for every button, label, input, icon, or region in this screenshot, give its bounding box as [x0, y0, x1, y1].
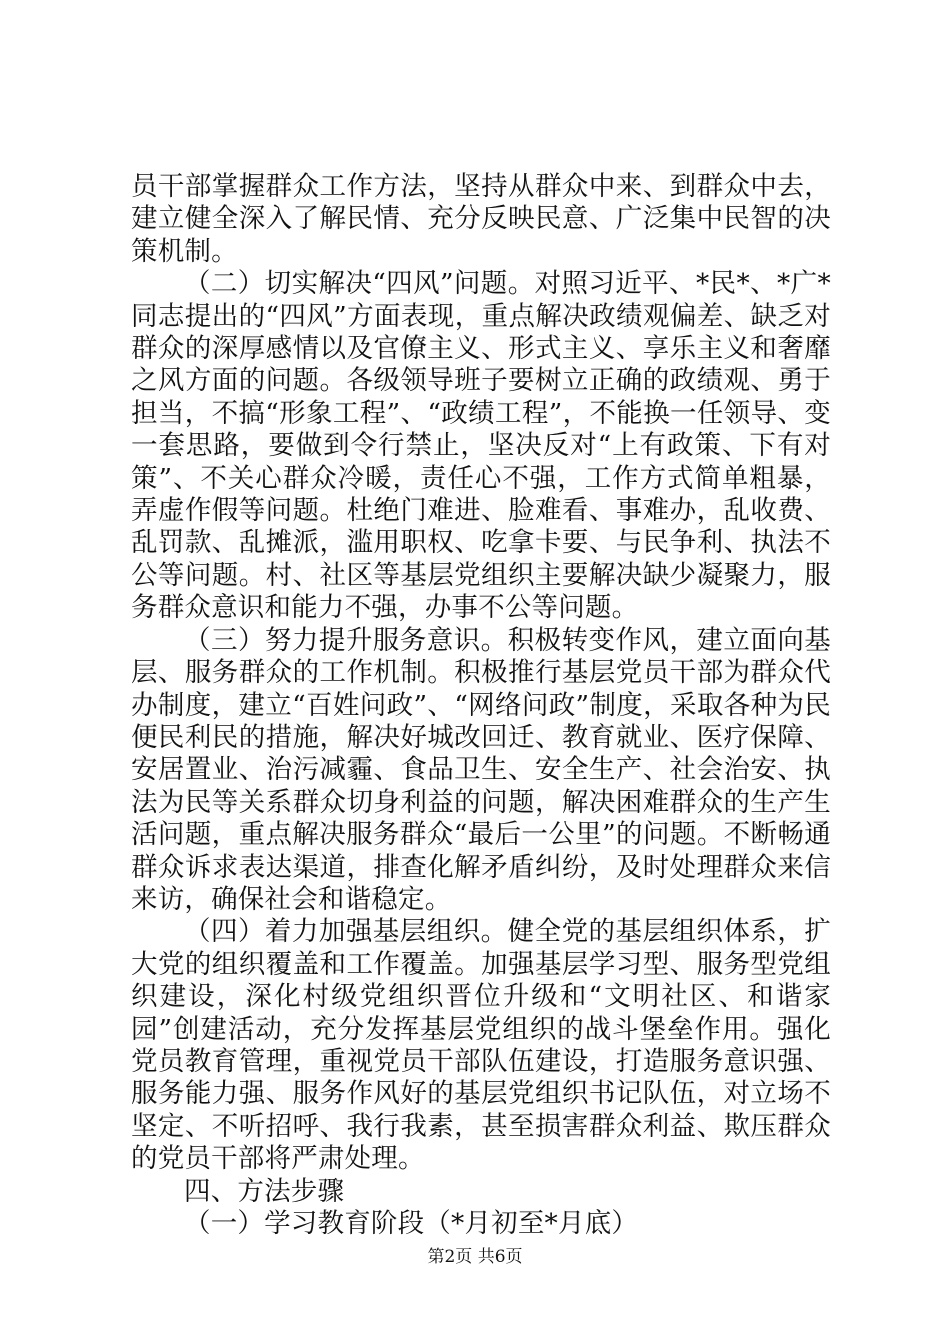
- subheading-study-phase: （一）学习教育阶段（*月初至*月底）: [184, 1208, 639, 1239]
- heading-method-steps: 四、方法步骤: [184, 1175, 345, 1207]
- paragraph-section-4: （四）着力加强基层组织。健全党的基层组织体系，扩大党的组织覆盖和工作覆盖。加强基层学习型、服务型党组织建设，深化村级党组织晋位升级和“文明社区、和谐家园”创建活动，充分发挥基层党组织的战斗堡垒作用。强化党员教育管理，重视党员干部队伍建设，打造服务意识强、服务能力强、服务作风好的基层党组织书记队伍，对立场不坚定、不听招呼、我行我素，甚至损害群众利益、欺压群众的党员干部将严肃处理。: [131, 916, 831, 1175]
- document-body: [131, 171, 831, 1240]
- paragraph-section-2: （二）切实解决“四风”问题。对照习近平、*民*、*广*同志提出的“四风”方面表现，重点解决政绩观偏差、缺乏对群众的深厚感情以及官僚主义、形式主义、享乐主义和奢靡之风方面的问题。各级领导班子要树立正确的政绩观、勇于担当，不搞“形象工程”、“政绩工程”，不能换一任领导、变一套思路，要做到令行禁止，坚决反对“上有政策、下有对策”、不关心群众冷暖，责任心不强，工作方式简单粗暴，弄虚作假等问题。杜绝门难进、脸难看、事难办，乱收费、乱罚款、乱摊派，滥用职权、吃拿卡要、与民争利、执法不公等问题。村、社区等基层党组织主要解决缺少凝聚力，服务群众意识和能力不强，办事不公等问题。: [131, 268, 831, 624]
- paragraph-continuation: 员干部掌握群众工作方法，坚持从群众中来、到群众中去，建立健全深入了解民情、充分反映民意、广泛集中民智的决策机制。: [131, 171, 831, 267]
- paragraph-section-3: （三）努力提升服务意识。积极转变作风，建立面向基层、服务群众的工作机制。积极推行基层党员干部为群众代办制度，建立“百姓问政”、“网络问政”制度，采取各种为民便民利民的措施，解决好城改回迁、教育就业、医疗保障、安居置业、治污减霾、食品卫生、安全生产、社会治安、执法为民等关系群众切身利益的问题，解决困难群众的生产生活问题，重点解决服务群众“最后一公里”的问题。不断畅通群众诉求表达渠道，排查化解矛盾纠纷，及时处理群众来信来访，确保社会和谐稳定。: [131, 624, 831, 915]
- page-footer: 第2页 共6页: [427, 1247, 523, 1267]
